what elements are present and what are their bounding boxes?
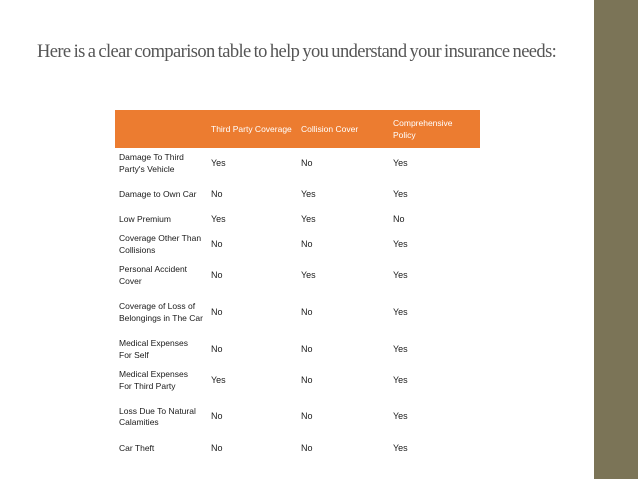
row-label: Personal Accident Cover [119,264,188,286]
cell-collision: Yes [301,214,316,225]
cell-comprehensive: No [393,214,405,225]
row-label: Medical Expenses For Third Party [119,369,188,391]
table-row [115,396,480,438]
table-row [115,291,480,334]
cell-collision: No [301,411,313,422]
cell-third-party: Yes [211,157,226,168]
cell-collision: No [301,306,313,317]
accent-bar [594,0,638,479]
table-header-row [115,110,480,148]
cell-third-party: No [211,238,223,249]
cell-collision: No [301,238,313,249]
row-label: Loss Due To Natural Calamities [119,405,196,427]
cell-third-party: Yes [211,374,226,385]
cell-collision: Yes [301,269,316,280]
header-cell-empty [115,110,207,148]
cell-collision: Yes [301,189,316,200]
header-third-party-coverage: Third Party Coverage [207,110,297,148]
row-label: Low Premium [119,214,171,225]
cell-comprehensive: Yes [393,189,408,200]
cell-third-party: No [211,269,223,280]
cell-comprehensive: Yes [393,238,408,249]
cell-comprehensive: Yes [393,157,408,168]
cell-comprehensive: Yes [393,374,408,385]
cell-comprehensive: Yes [393,306,408,317]
table-row [115,179,480,211]
cell-third-party: Yes [211,214,226,225]
cell-collision: No [301,443,313,454]
comparison-table [115,110,480,460]
cell-comprehensive: Yes [393,269,408,280]
cell-comprehensive: Yes [393,443,408,454]
cell-collision: No [301,157,313,168]
table-row [115,148,480,179]
row-label: Damage to Own Car [119,189,197,200]
row-label: Car Theft [119,443,155,454]
table-row [115,211,480,229]
cell-collision: No [301,374,313,385]
row-label: Damage To Third Party's Vehicle [119,152,184,174]
row-label: Medical Expenses For Self [119,338,188,360]
slide-title: Here is a clear comparison table to help you understand your insurance needs: [37,42,557,62]
row-label: Coverage Other Than Collisions [119,233,202,255]
header-comprehensive-policy: Comprehensive Policy [389,110,480,148]
cell-comprehensive: Yes [393,411,408,422]
cell-third-party: No [211,443,223,454]
cell-collision: No [301,343,313,354]
cell-third-party: No [211,189,223,200]
table-row [115,260,480,291]
table-row [115,229,480,260]
table-row [115,438,480,460]
row-label: Coverage of Loss of Belongings in The Car [119,301,203,323]
cell-third-party: No [211,411,223,422]
cell-comprehensive: Yes [393,343,408,354]
cell-third-party: No [211,343,223,354]
header-collision-cover: Collision Cover [297,110,389,148]
cell-third-party: No [211,306,223,317]
table-row [115,365,480,396]
table-row [115,334,480,365]
